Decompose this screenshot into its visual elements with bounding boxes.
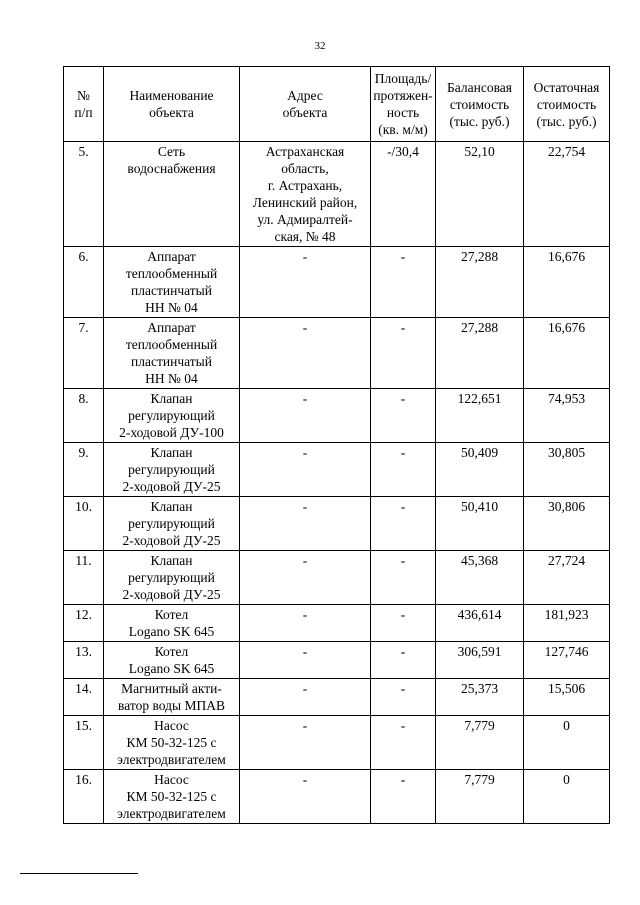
balance-value-cell: 50,409 [436, 443, 524, 497]
balance-value-cell: 7,779 [436, 716, 524, 770]
area-cell: -/30,4 [371, 142, 436, 247]
balance-value-cell: 27,288 [436, 318, 524, 389]
residual-value-cell: 74,953 [524, 389, 610, 443]
table-row [64, 247, 610, 318]
residual-value-cell: 16,676 [524, 247, 610, 318]
residual-value-cell: 181,923 [524, 605, 610, 642]
residual-value-cell: 16,676 [524, 318, 610, 389]
object-name-cell: Магнитный акти- ватор воды МПАВ [104, 679, 240, 716]
residual-value-cell: 27,724 [524, 551, 610, 605]
balance-value-cell: 436,614 [436, 605, 524, 642]
object-name-cell: Насос КМ 50-32-125 с электродвигателем [104, 716, 240, 770]
balance-value-cell: 27,288 [436, 247, 524, 318]
row-number-cell: 11. [64, 551, 104, 605]
object-address-cell: Астраханская область, г. Астрахань, Ленинский район, ул. Адмиралтей- ская, № 48 [240, 142, 371, 247]
residual-value-cell: 0 [524, 770, 610, 824]
object-name-cell: Котел Logano SK 645 [104, 642, 240, 679]
table-row [64, 142, 610, 247]
area-cell: - [371, 318, 436, 389]
row-number-cell: 12. [64, 605, 104, 642]
object-address-cell: - [240, 497, 371, 551]
row-number-cell: 13. [64, 642, 104, 679]
object-address-cell: - [240, 247, 371, 318]
table-row [64, 497, 610, 551]
column-header-number: № п/п [64, 67, 104, 142]
balance-value-cell: 50,410 [436, 497, 524, 551]
balance-value-cell: 306,591 [436, 642, 524, 679]
residual-value-cell: 30,806 [524, 497, 610, 551]
object-name-cell: Сеть водоснабжения [104, 142, 240, 247]
object-address-cell: - [240, 551, 371, 605]
row-number-cell: 15. [64, 716, 104, 770]
row-number-cell: 10. [64, 497, 104, 551]
residual-value-cell: 22,754 [524, 142, 610, 247]
object-name-cell: Аппарат теплообменный пластинчатый НН № 04 [104, 318, 240, 389]
assets-table [63, 66, 610, 824]
row-number-cell: 7. [64, 318, 104, 389]
page-number: 32 [314, 40, 326, 52]
table-row [64, 770, 610, 824]
area-cell: - [371, 605, 436, 642]
area-cell: - [371, 770, 436, 824]
balance-value-cell: 52,10 [436, 142, 524, 247]
residual-value-cell: 0 [524, 716, 610, 770]
object-address-cell: - [240, 318, 371, 389]
area-cell: - [371, 443, 436, 497]
residual-value-cell: 15,506 [524, 679, 610, 716]
area-cell: - [371, 551, 436, 605]
object-name-cell: Клапан регулирующий 2-ходовой ДУ-100 [104, 389, 240, 443]
object-name-cell: Клапан регулирующий 2-ходовой ДУ-25 [104, 497, 240, 551]
balance-value-cell: 25,373 [436, 679, 524, 716]
row-number-cell: 14. [64, 679, 104, 716]
column-header-name: Наименование объекта [104, 67, 240, 142]
column-header-residual-value: Остаточная стоимость (тыс. руб.) [524, 67, 610, 142]
row-number-cell: 9. [64, 443, 104, 497]
area-cell: - [371, 247, 436, 318]
object-name-cell: Клапан регулирующий 2-ходовой ДУ-25 [104, 551, 240, 605]
object-address-cell: - [240, 642, 371, 679]
row-number-cell: 5. [64, 142, 104, 247]
balance-value-cell: 122,651 [436, 389, 524, 443]
table-row [64, 443, 610, 497]
area-cell: - [371, 642, 436, 679]
table-row [64, 551, 610, 605]
column-header-balance-value: Балансовая стоимость (тыс. руб.) [436, 67, 524, 142]
column-header-address: Адрес объекта [240, 67, 371, 142]
table-row [64, 389, 610, 443]
row-number-cell: 8. [64, 389, 104, 443]
object-address-cell: - [240, 716, 371, 770]
area-cell: - [371, 497, 436, 551]
area-cell: - [371, 716, 436, 770]
footnote-separator [20, 873, 138, 874]
area-cell: - [371, 389, 436, 443]
row-number-cell: 16. [64, 770, 104, 824]
column-header-area: Площадь/ протяжен- ность (кв. м/м) [371, 67, 436, 142]
object-address-cell: - [240, 389, 371, 443]
row-number-cell: 6. [64, 247, 104, 318]
table-row [64, 318, 610, 389]
table-header-row [64, 67, 610, 142]
table-row [64, 605, 610, 642]
table-body [64, 142, 610, 824]
balance-value-cell: 7,779 [436, 770, 524, 824]
table-row [64, 679, 610, 716]
object-address-cell: - [240, 443, 371, 497]
residual-value-cell: 30,805 [524, 443, 610, 497]
area-cell: - [371, 679, 436, 716]
object-name-cell: Котел Logano SK 645 [104, 605, 240, 642]
table-row [64, 716, 610, 770]
object-address-cell: - [240, 679, 371, 716]
object-address-cell: - [240, 770, 371, 824]
residual-value-cell: 127,746 [524, 642, 610, 679]
object-name-cell: Клапан регулирующий 2-ходовой ДУ-25 [104, 443, 240, 497]
object-address-cell: - [240, 605, 371, 642]
table-row [64, 642, 610, 679]
balance-value-cell: 45,368 [436, 551, 524, 605]
object-name-cell: Аппарат теплообменный пластинчатый НН № 04 [104, 247, 240, 318]
object-name-cell: Насос КМ 50-32-125 с электродвигателем [104, 770, 240, 824]
